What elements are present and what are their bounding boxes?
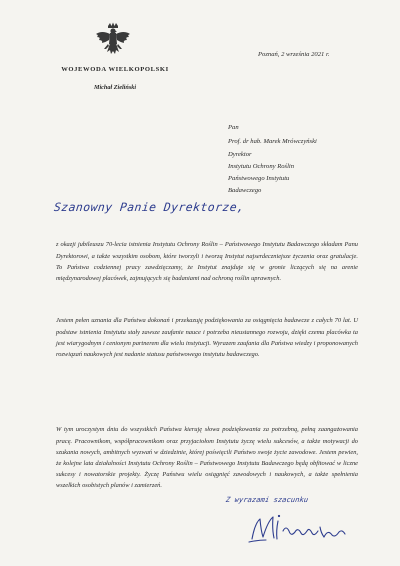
handwritten-closing: Z wyrazami szacunku xyxy=(225,495,309,504)
addressee-line: Instytutu Ochrony Roślin xyxy=(228,162,295,170)
body-paragraph: z okazji jubileuszu 70-lecia istnienia Instytutu Ochrony Roślin – Państwowego Instytutu Badawczego składam Panu Dyrektorowi, a także wszystkim osobom, które tworzyli i tworzą Instytut najserdeczniejsze życzenia oraz gratulacje. To Państwa codziennej pracy zawdzięczamy, że Instytut znajduje się w gronie liczących się na arenie międzynarodowej placówek, zajmujących się badaniami nad ochroną roślin uprawnych. xyxy=(56,241,358,282)
body-paragraph: W tym uroczystym dniu do wszystkich Państwa kieruję słowa podziękowania za potrzebną, pełną zaangażowania pracę. Pracownikom, współpracownikom oraz przyjaciołom Instytutu życzę wielu sukcesów, a także motywacji do szukania nowych, ambitnych wyzwań w dziedzinie, której poświęcili Państwo swoje życie zawodowe. Jestem pewien, że kolejne lata działalności Instytutu Ochrony Roślin – Państwowego Instytutu Badawczego będą obfitować w liczne sukcesy i nowatorskie projekty. Życzę Państwu wielu osiągnięć zawodowych i naukowych, a także spełnienia wszelkich osobistych planów i zamierzeń. xyxy=(56,426,358,490)
addressee-line: Prof. dr hab. Marek Mrówczyński xyxy=(228,138,317,146)
letter-date: Poznań, 2 września 2021 r. xyxy=(258,51,330,58)
addressee-block xyxy=(228,122,317,198)
addressee-line: Pan xyxy=(228,124,239,131)
eagle-emblem-icon xyxy=(93,22,133,62)
handwritten-salutation: Szanowny Panie Dyrektorze, xyxy=(53,200,246,214)
office-title: WOJEWODA WIELKOPOLSKI xyxy=(61,66,169,73)
addressee-line: Dyrektor xyxy=(228,150,252,158)
handwritten-signature xyxy=(246,507,350,545)
addressee-line: Państwowego Instytutu xyxy=(228,175,290,183)
office-person-name: Michał Zieliński xyxy=(93,84,137,91)
body-paragraph: Jestem pełen uznania dla Państwa dokonań i przekazuję podziękowania za osiągnięcia badawcze z całych 70 lat. U podstaw istnienia Instytutu stały zawsze zaufanie nauce i potrzeba nieustannego rozwoju, dzięki czemu placówka ta jest wiarygodnym i cenionym partnerem dla wielu instytucji. Wyrazem zaufania dla Państwa wiedzy i proponowanych rozwiązań naukowych jest nadanie statusu państwowego instytutu badawczego. xyxy=(56,317,358,358)
addressee-line: Badawczego xyxy=(228,187,262,195)
